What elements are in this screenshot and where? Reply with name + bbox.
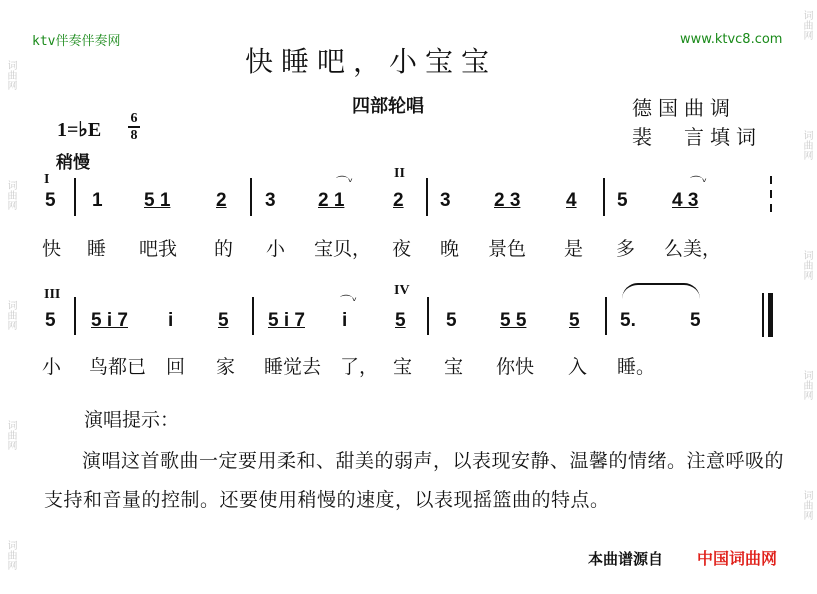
meter-top: 6	[130, 111, 138, 126]
lyric: 夜	[392, 238, 412, 260]
right-edge-watermark	[800, 0, 814, 594]
dashed-bar-line	[770, 204, 772, 212]
credit-lyrics: 裴 言填词	[632, 125, 762, 149]
lyric: 家	[216, 356, 236, 378]
edge-watermark-text: 词曲网	[5, 180, 16, 210]
lyric: 的	[214, 238, 234, 260]
score-note: 5 i 7	[268, 310, 305, 331]
score-note: 3	[265, 190, 276, 211]
score-note: 5 1	[144, 190, 171, 211]
score-note: 5.	[620, 310, 636, 331]
score-note: 5	[690, 310, 701, 331]
lyric: 睡	[87, 238, 107, 260]
left-edge-watermark	[4, 0, 18, 594]
lyric: 宝贝，	[314, 238, 372, 260]
edge-watermark-text: 词曲网	[5, 60, 16, 90]
score-note: 5 i 7	[91, 310, 128, 331]
bar-line	[74, 178, 76, 216]
lyric: 了，	[340, 356, 379, 378]
lyric: 回	[166, 356, 186, 378]
source-site-link[interactable]: 中国词曲网	[697, 549, 778, 568]
lyric: 宝	[444, 356, 464, 378]
dashed-bar-line	[770, 176, 772, 184]
part-marker-2: II	[394, 166, 405, 181]
score-note: 3	[440, 190, 451, 211]
score-note: 2 1	[318, 190, 345, 211]
tempo-marking: 稍慢	[56, 153, 90, 173]
score-note: i	[342, 310, 348, 331]
lyric: 宝	[393, 356, 413, 378]
edge-watermark-text: 词曲网	[801, 10, 812, 40]
lyric: 景色	[488, 238, 527, 260]
bar-line	[603, 178, 605, 216]
lyric: 多	[616, 238, 636, 260]
lyric: 小	[266, 238, 286, 260]
source-label: 本曲谱源自	[588, 550, 664, 568]
part-marker-1: I	[44, 172, 50, 187]
dashed-bar-line	[770, 190, 772, 198]
score-note: 5 5	[500, 310, 527, 331]
score-note: 5	[395, 310, 406, 331]
part-marker-4: IV	[394, 283, 410, 298]
score-note: 5	[45, 190, 56, 211]
edge-watermark-text: 词曲网	[5, 540, 16, 570]
final-bar-thin	[762, 293, 764, 337]
score-note: 1	[92, 190, 103, 211]
score-note: 2	[216, 190, 227, 211]
lyric: 是	[564, 238, 584, 260]
lyric: 晚	[440, 238, 460, 260]
edge-watermark-text: 词曲网	[801, 370, 812, 400]
score-note: 2	[393, 190, 404, 211]
edge-watermark-text: 词曲网	[801, 250, 812, 280]
lyric: 睡。	[617, 356, 656, 378]
score-note: 5	[45, 310, 56, 331]
fermata-mark: ⌒ᵛ	[340, 294, 358, 308]
credit-music: 德国曲调	[632, 96, 736, 120]
time-signature	[128, 112, 140, 142]
score-note: 5	[617, 190, 628, 211]
edge-watermark-text: 词曲网	[801, 490, 812, 520]
tips-paragraph: 演唱这首歌曲一定要用柔和、甜美的弱声，以表现安静、温馨的情绪。注意呼吸的支持和音量的控制。还要使用稍慢的速度，以表现摇篮曲的特点。	[44, 450, 785, 511]
part-marker-3: III	[44, 287, 61, 302]
bar-line	[74, 297, 76, 335]
score-note: 2 3	[494, 190, 521, 211]
key-signature: 1=♭E	[57, 119, 102, 141]
score-note: i	[168, 310, 174, 331]
edge-watermark-text: 词曲网	[5, 300, 16, 330]
site-watermark-right: www.ktvc8.com	[680, 32, 783, 47]
bar-line	[605, 297, 607, 335]
score-note: 5	[218, 310, 229, 331]
meter-bottom: 8	[130, 128, 138, 143]
lyric: 快	[42, 238, 62, 260]
song-title: 快睡吧，小宝宝	[245, 45, 498, 78]
bar-line	[250, 178, 252, 216]
edge-watermark-text: 词曲网	[801, 130, 812, 160]
bar-line	[427, 297, 429, 335]
lyric: 小	[42, 356, 62, 378]
lyric: 鸟都已	[89, 356, 147, 378]
score-note: 4	[566, 190, 577, 211]
final-bar-thick	[768, 293, 773, 337]
lyric: 你快	[496, 356, 535, 378]
score-note: 5	[446, 310, 457, 331]
fermata-mark: ⌒ᵛ	[690, 175, 708, 189]
site-watermark-left: ktv伴奏伴奏网	[32, 34, 121, 49]
lyric: 睡觉去	[264, 356, 322, 378]
lyric: 么美，	[664, 238, 722, 260]
bar-line	[252, 297, 254, 335]
fermata-mark: ⌒ᵛ	[336, 175, 354, 189]
tie-arc	[622, 283, 700, 299]
score-note: 4 3	[672, 190, 699, 211]
lyric: 入	[568, 356, 588, 378]
edge-watermark-text: 词曲网	[5, 420, 16, 450]
score-note: 5	[569, 310, 580, 331]
lyric: 吧我	[139, 238, 178, 260]
tips-heading: 演唱提示：	[84, 409, 180, 431]
song-subtitle: 四部轮唱	[352, 96, 424, 117]
bar-line	[426, 178, 428, 216]
